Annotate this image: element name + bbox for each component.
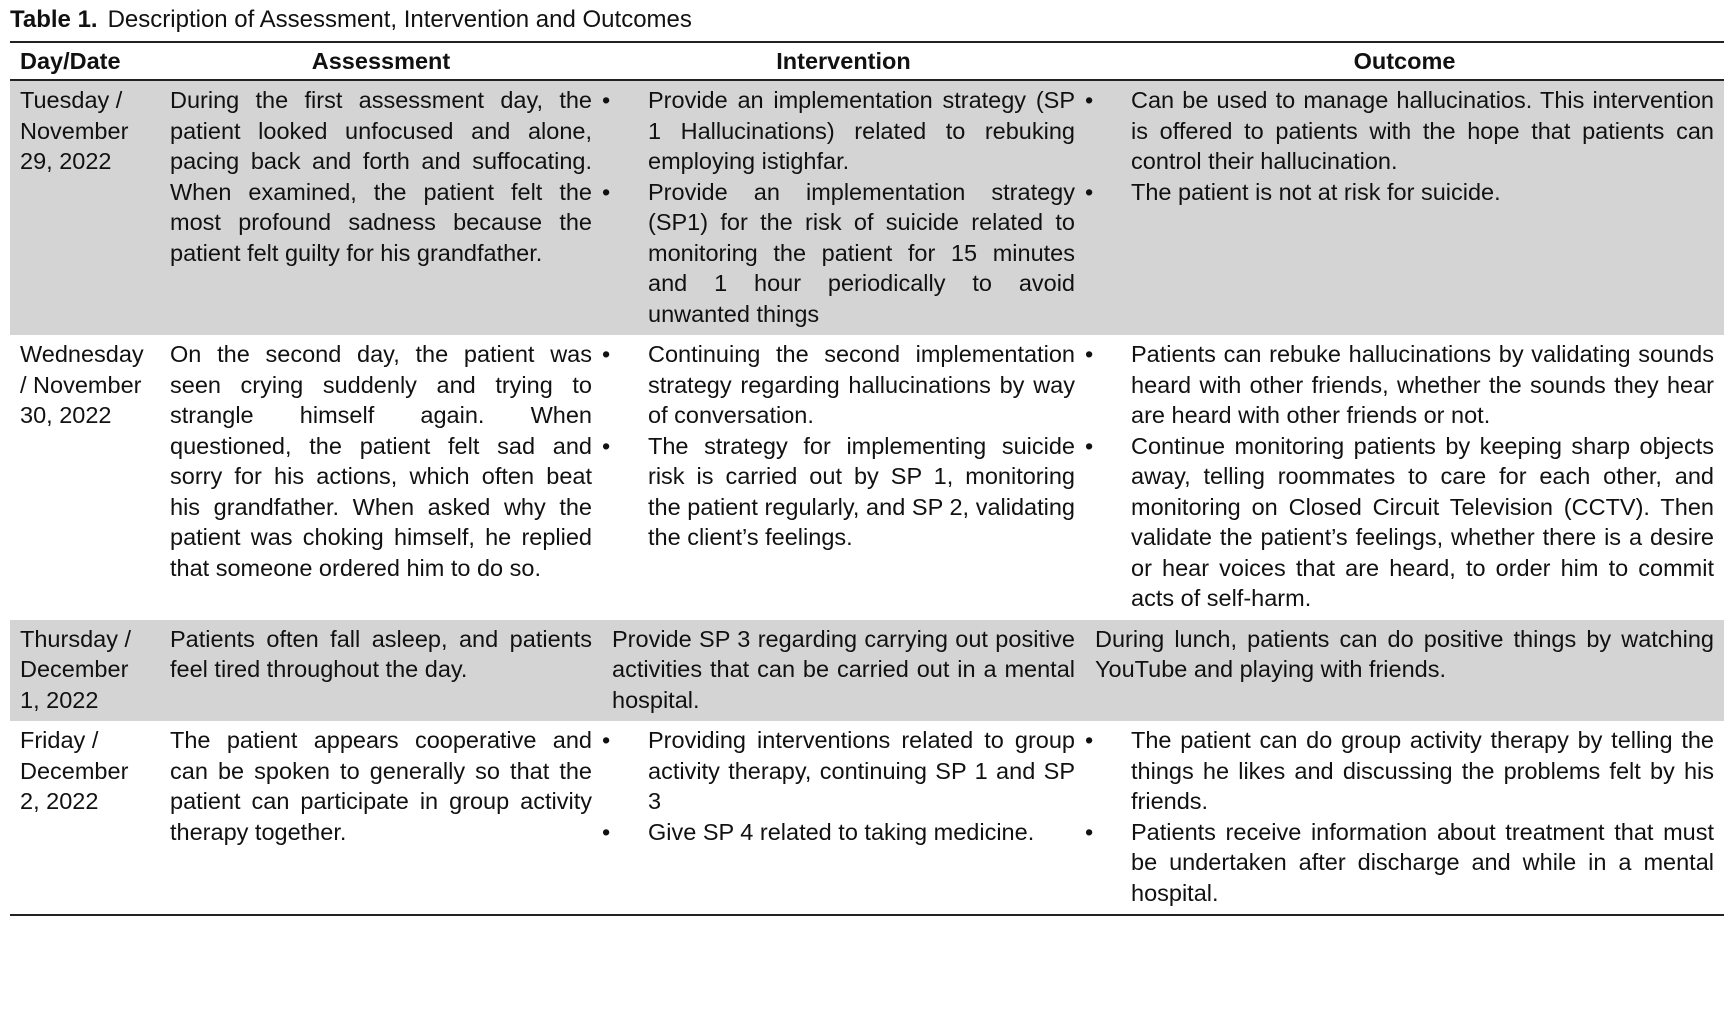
list-item [1085, 817, 1714, 909]
list-item-text: Patients receive information about treatment that must be undertaken after discharge and while in a mental hospital. [1131, 818, 1714, 906]
bullet-icon: • [1085, 727, 1094, 753]
outcome-list [1085, 725, 1714, 908]
intervention-list [602, 85, 1075, 329]
list-item-text: Continuing the second implementation strategy regarding hallucinations by way of conversation. [648, 341, 1075, 428]
list-item-text: Can be used to manage hallucinatios. This intervention is offered to patients with the hope that patients can control their hallucination. [1131, 87, 1714, 174]
list-item [602, 431, 1075, 553]
bullet-icon: • [602, 341, 611, 367]
cell-assessment: The patient appears cooperative and can be spoken to generally so that the patient can participate in group activity therapy together. [170, 727, 592, 845]
table-row [10, 80, 1724, 335]
cell-outcome [1085, 335, 1724, 620]
cell-intervention [602, 335, 1085, 620]
cell-assessment: During the first assessment day, the patient looked unfocused and alone, pacing back and forth and suffocating. When examined, the patient felt the most profound sadness because the patient felt guilty for his grandfather. [160, 80, 602, 335]
cell-assessment: Patients often fall asleep, and patients feel tired throughout the day. [160, 620, 602, 722]
table-row [10, 335, 1724, 620]
bullet-icon: • [1085, 178, 1094, 205]
bullet-icon: • [1085, 818, 1094, 845]
outcome-list [1085, 339, 1714, 614]
list-item [602, 85, 1075, 177]
cell-day-date: Tuesday / November 29, 2022 [10, 80, 160, 335]
cell-intervention: Provide SP 3 regarding carrying out positive activities that can be carried out in a mental hospital. [602, 620, 1085, 722]
cell-outcome: During lunch, patients can do positive things by watching YouTube and playing with friends. [1085, 620, 1724, 722]
bullet-icon: • [602, 178, 611, 205]
table-row [10, 721, 1724, 915]
list-item [1085, 725, 1714, 817]
header-day-date: Day/Date [10, 42, 160, 80]
table-caption-title: Description of Assessment, Intervention and Outcomes [107, 6, 692, 33]
cell-outcome [1085, 80, 1724, 335]
list-item-text: Give SP 4 related to taking medicine. [648, 818, 1035, 845]
bullet-icon: • [602, 87, 611, 113]
list-item-text: Patients can rebuke hallucinations by validating sounds heard with other friends, whether the sounds they hear are heard with other friends or not. [1131, 341, 1714, 428]
assessment-table [10, 41, 1724, 916]
list-item [602, 339, 1075, 431]
table-caption-label: Table 1. [10, 6, 98, 33]
header-outcome: Outcome [1085, 42, 1724, 80]
list-item-text: The patient can do group activity therapy by telling the things he likes and discussing the problems felt by his friends. [1131, 727, 1714, 814]
cell-outcome [1085, 721, 1724, 915]
list-item [602, 177, 1075, 330]
list-item [1085, 339, 1714, 431]
cell-assessment: On the second day, the patient was seen crying suddenly and trying to strangle himself again. When questioned, the patient felt sad and sorry for his actions, which often beat his grandfather. When asked why the patient was choking himself, he replied that someone ordered him to do so. [170, 341, 592, 581]
list-item-text: The strategy for implementing suicide risk is carried out by SP 1, monitoring the patient regularly, and SP 2, validating the client’s feelings. [648, 432, 1075, 550]
list-item [602, 817, 1075, 848]
cell-day-date: Wednesday / November 30, 2022 [20, 341, 144, 428]
list-item-text: Continue monitoring patients by keeping sharp objects away, telling roommates to care for each other, and monitoring on Closed Circuit Television (CCTV). Then validate the patient’s feelings, whether there is a desire or hear voices that are heard, to order him to commit acts of self-harm. [1131, 432, 1714, 611]
list-item-text: Provide an implementation strategy (SP 1 Hallucinations) related to rebuking employing istighfar. [648, 87, 1075, 174]
intervention-list [602, 339, 1075, 553]
cell-day-date: Thursday / December 1, 2022 [10, 620, 160, 722]
list-item-text: The patient is not at risk for suicide. [1131, 178, 1501, 205]
table-caption [10, 6, 692, 34]
table-header-row [10, 42, 1724, 80]
list-item [1085, 177, 1714, 208]
list-item-text: Providing interventions related to group activity therapy, continuing SP 1 and SP 3 [648, 727, 1075, 814]
bullet-icon: • [602, 818, 611, 845]
list-item [1085, 85, 1714, 177]
cell-intervention [602, 721, 1085, 915]
bullet-icon: • [1085, 341, 1094, 367]
list-item [602, 725, 1075, 817]
intervention-list [602, 725, 1075, 847]
bullet-icon: • [1085, 432, 1094, 459]
header-intervention: Intervention [602, 42, 1085, 80]
cell-intervention [602, 80, 1085, 335]
bullet-icon: • [602, 727, 611, 753]
outcome-list [1085, 85, 1714, 207]
header-assessment: Assessment [160, 42, 602, 80]
bullet-icon: • [602, 432, 611, 459]
cell-day-date: Friday / December 2, 2022 [20, 727, 129, 814]
list-item [1085, 431, 1714, 614]
table-row [10, 620, 1724, 722]
bullet-icon: • [1085, 87, 1094, 113]
list-item-text: Provide an implementation strategy (SP1) for the risk of suicide related to monitoring the patient for 15 minutes and 1 hour periodically to avoid unwanted things [648, 178, 1075, 327]
